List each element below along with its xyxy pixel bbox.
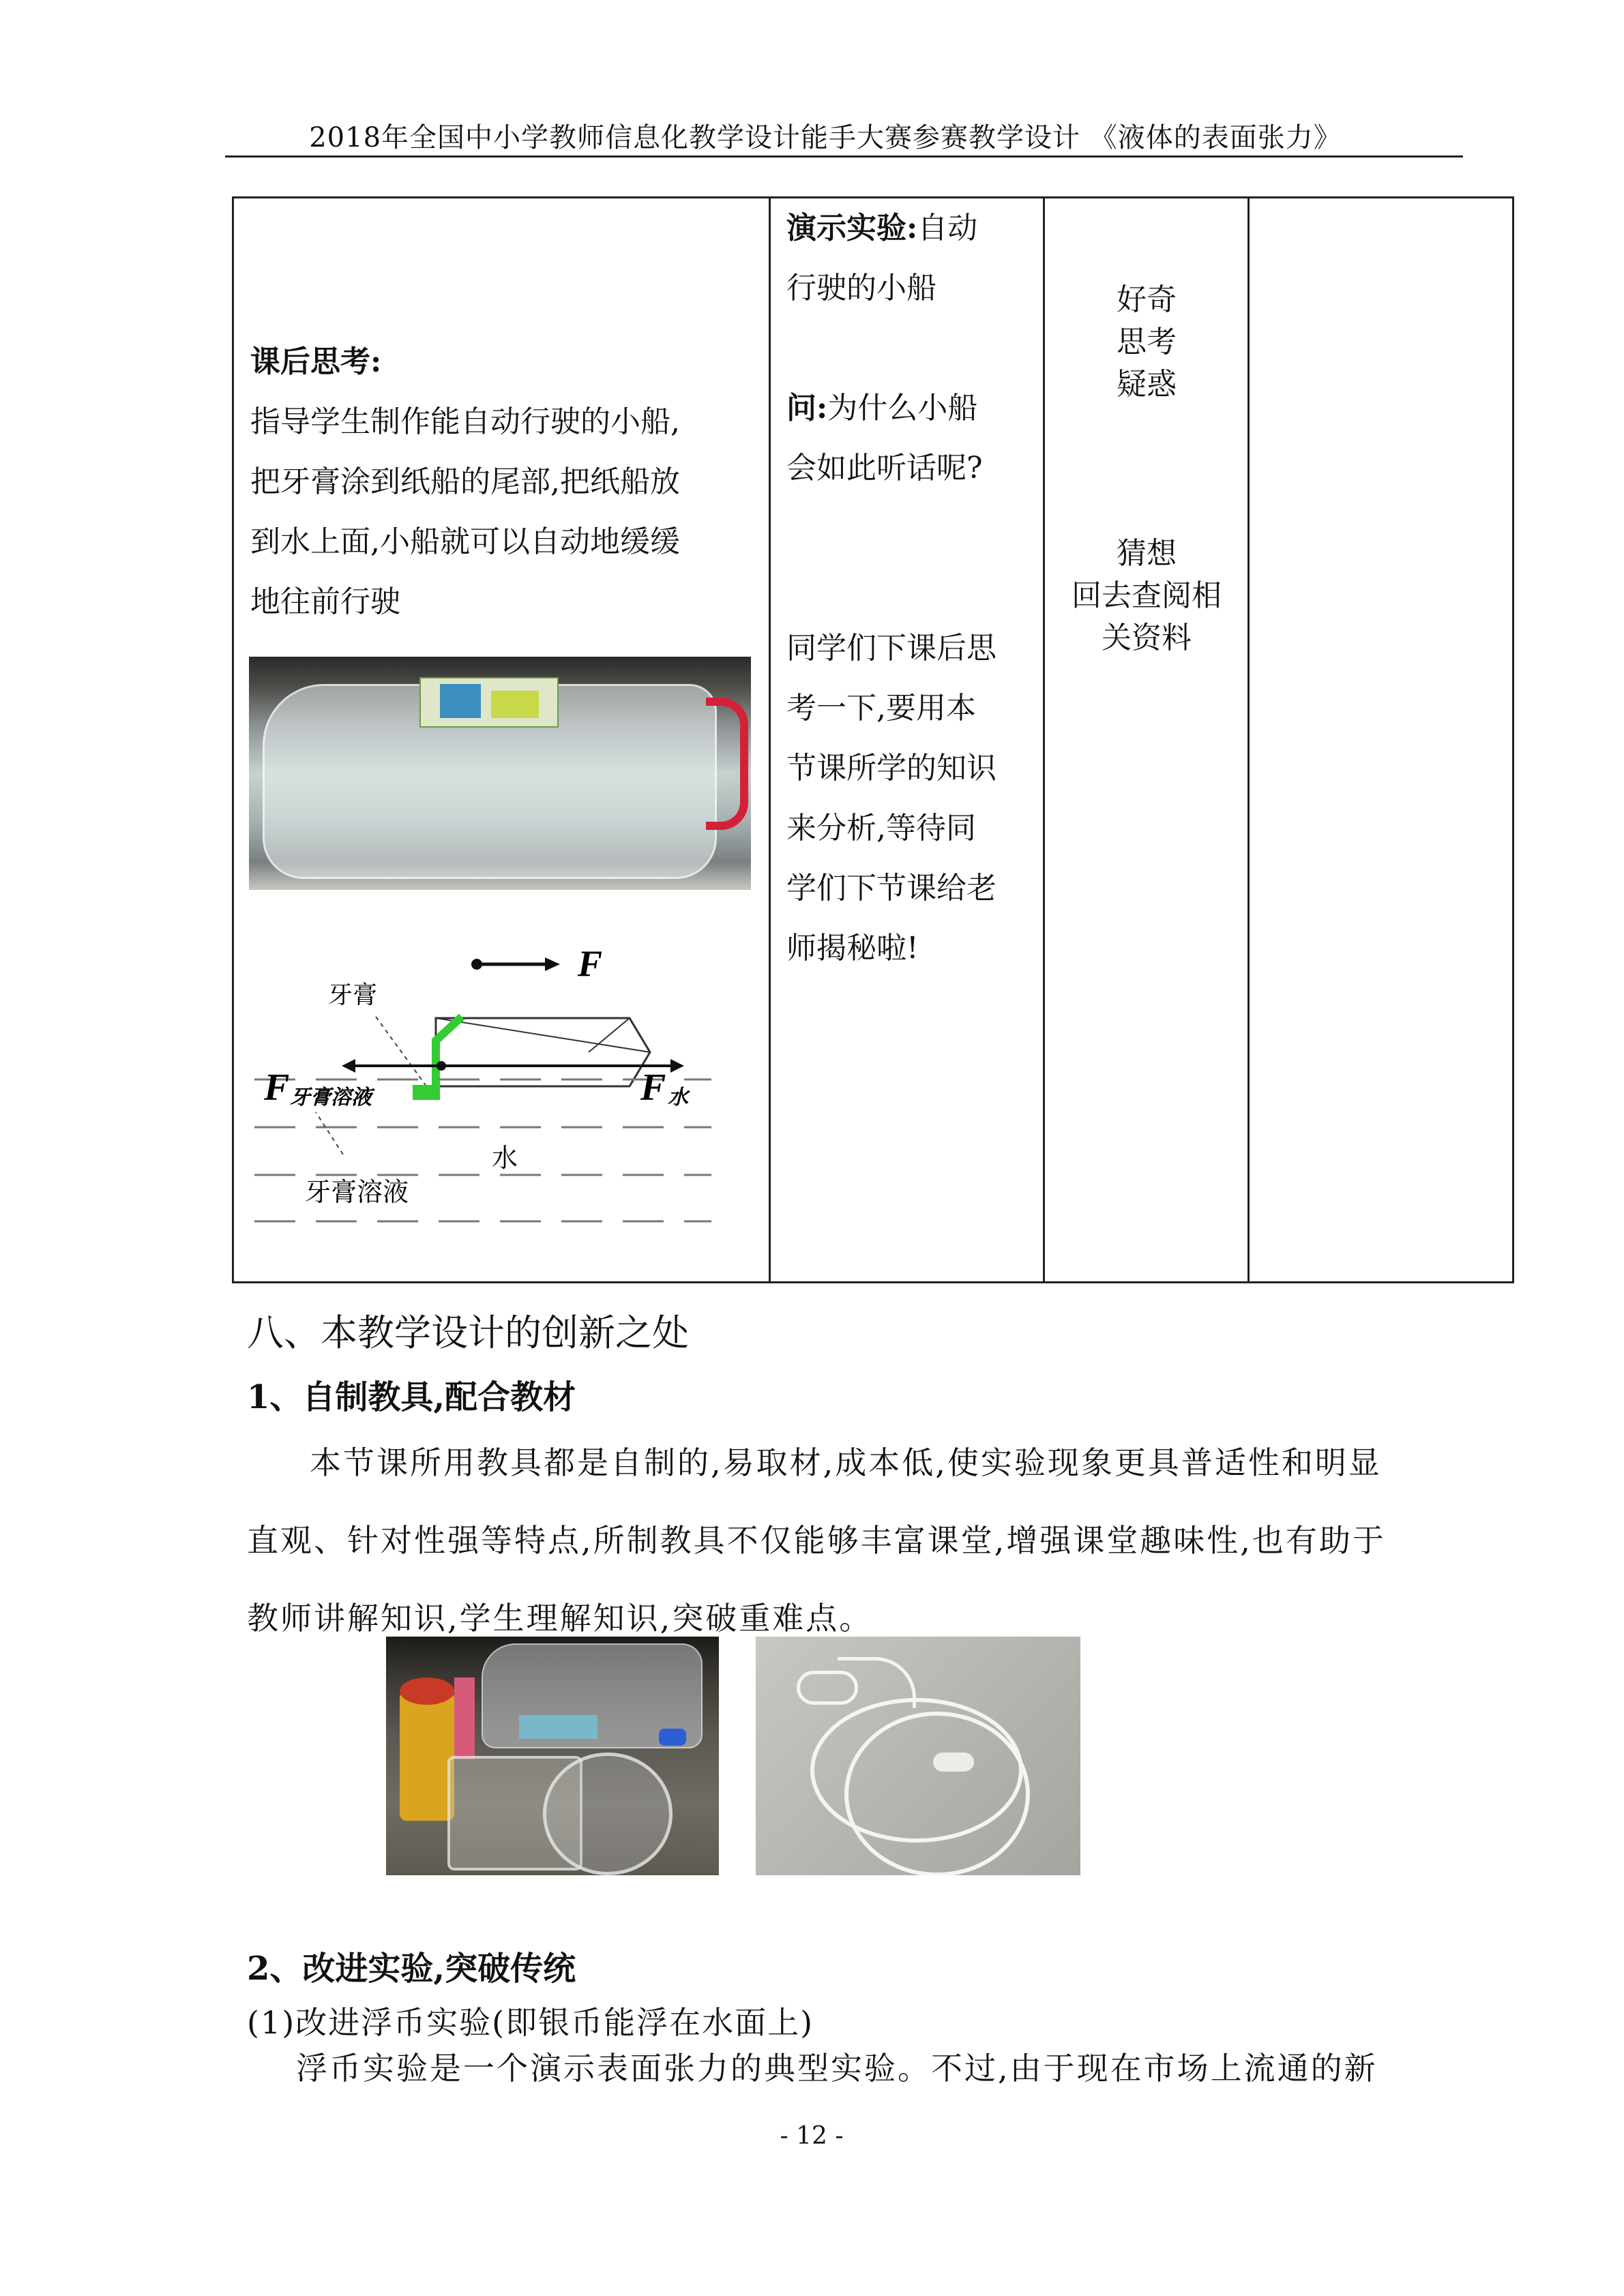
force-label: F [578,943,603,984]
column-divider [769,198,771,1281]
subsection-title: 1、自制教具,配合教材 [247,1378,576,1416]
closing-line: 节课所学的知识 [786,751,996,786]
closing-line: 考一下,要用本 [786,691,976,726]
teacher-activity-cell [250,332,755,632]
after-class-heading: 课后思考: [250,344,382,379]
question-label: 问: [786,391,828,426]
toothpaste-label: 牙膏 [328,981,378,1009]
right-force-subscript: 水 [668,1086,688,1109]
force-point [437,1061,446,1071]
demo-cell [786,198,1032,979]
response-line: 思考 [1117,325,1177,359]
cell-line: 指导学生制作能自动行驶的小船, [250,404,680,439]
force-arrow-head [545,957,560,971]
closing-line: 同学们下课后思 [786,631,996,666]
closing-line: 来分析,等待同 [786,811,976,846]
toothpaste-solution-blob [413,1085,440,1100]
paragraph-innovation-2: 浮币实验是一个演示表面张力的典型实验。不过,由于现在市场上流通的新 [296,2050,1378,2087]
left-force-arrowhead [342,1059,355,1073]
cell-line: 地往前行驶 [250,584,400,619]
question-line: 会如此听话呢? [786,451,983,486]
solution-label: 牙膏溶液 [305,1177,409,1207]
water-label: 水 [492,1143,518,1173]
response-line: 疑惑 [1117,367,1177,402]
closing-line: 师揭秘啦! [786,931,919,966]
page-number: - 12 - [780,2122,844,2150]
cell-line: 把牙膏涂到纸船的尾部,把纸船放 [250,464,680,499]
para-line: 教师讲解知识,学生理解知识,突破重难点。 [247,1600,873,1637]
toothpaste-strip [436,1017,462,1086]
response-line: 好奇 [1117,282,1177,317]
section-title: 八、本教学设计的创新之处 [247,1311,689,1354]
page-header-title: 2018年全国中小学教师信息化教学设计能手大赛参赛教学设计 《液体的表面张力》 [309,122,1342,153]
student-response-cell [1046,279,1247,659]
lesson-table [232,196,1514,1283]
response-line: 关资料 [1102,621,1192,655]
left-force-symbol: F [264,1067,290,1109]
question-line: 为什么小船 [827,391,978,426]
subsection-item: (1)改进浮币实验(即银币能浮在水面上) [247,2004,814,2041]
subsection-title: 2、改进实验,突破传统 [247,1950,576,1988]
force-arrow-origin [471,959,482,970]
response-line: 回去查阅相 [1072,578,1222,613]
paper-boat-edge [436,1018,650,1052]
header-rule [225,155,1463,158]
cell-line: 到水上面,小船就可以自动地缓缓 [250,524,680,559]
right-force-symbol: F [640,1067,666,1109]
right-force-arrowhead [670,1059,684,1073]
response-line: 猜想 [1117,536,1177,571]
boat-force-diagram [234,914,766,1269]
solution-pointer [316,1112,343,1154]
demo-line: 行驶的小船 [786,271,936,305]
paragraph-innovation-1 [247,1424,1475,1657]
column-divider [1247,198,1250,1281]
closing-line: 学们下节课给老 [786,871,996,906]
demo-line: 自动 [917,211,978,245]
left-force-subscript: 牙膏溶液 [290,1086,372,1109]
demo-label: 演示实验: [786,211,918,245]
para-line: 直观、针对性强等特点,所制教具不仅能够丰富课堂,增强课堂趣味性,也有助于 [247,1522,1386,1559]
bottle-boat-photo [249,657,751,890]
paper-boat-edge [589,1018,630,1052]
column-divider [1043,198,1045,1281]
teaching-aids-photo-bottle [386,1637,719,1875]
para-line: 本节课所用教具都是自制的,易取材,成本低,使实验现象更具普适性和明显 [310,1444,1382,1481]
teaching-aids-photo-thread-ring [756,1637,1080,1875]
